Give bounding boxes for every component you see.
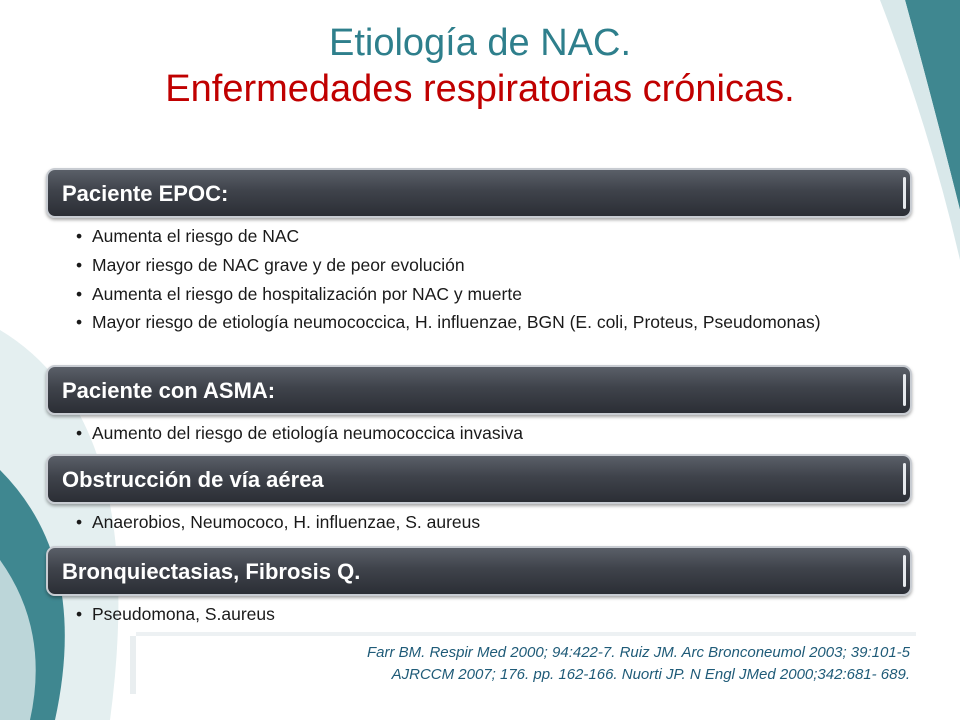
reference-line-2: AJRCCM 2007; 176. pp. 162-166. Nuorti JP. N Engl JMed 2000;342:681- 689. <box>391 666 910 683</box>
list-item: • Mayor riesgo de NAC grave y de peor evolución <box>76 255 912 276</box>
title-main: Etiología de NAC. <box>328 22 632 64</box>
section-header-asma: Paciente con ASMA: <box>46 365 912 415</box>
list-item: • Mayor riesgo de etiología neumococcica, H. influenzae, BGN (E. coli, Proteus, Pseudomonas) <box>76 313 912 332</box>
section-epoc <box>46 168 912 340</box>
list-item: • Aumenta el riesgo de NAC <box>76 226 912 247</box>
list-item: • Pseudomona, S.aureus <box>76 604 912 625</box>
references-box <box>136 636 916 694</box>
title-subtitle: Enfermedades respiratorias crónicas. <box>165 68 795 110</box>
bullet-list-obstruccion <box>46 512 912 533</box>
section-header-obstruccion: Obstrucción de vía aérea <box>46 454 912 504</box>
bullet-list-epoc <box>46 226 912 332</box>
section-bronquiectasias <box>46 546 912 633</box>
slide-title <box>0 20 960 112</box>
section-obstruccion <box>46 454 912 541</box>
list-item: • Aumento del riesgo de etiología neumococcica invasiva <box>76 423 912 444</box>
bullet-list-asma <box>46 423 912 444</box>
section-asma <box>46 365 912 452</box>
list-item: • Aumenta el riesgo de hospitalización por NAC y muerte <box>76 284 912 305</box>
reference-line-1: Farr BM. Respir Med 2000; 94:422-7. Ruiz JM. Arc Bronconeumol 2003; 39:101-5 <box>366 644 910 661</box>
bullet-list-bronquiectasias <box>46 604 912 625</box>
section-header-epoc: Paciente EPOC: <box>46 168 912 218</box>
section-header-bronquiectasias: Bronquiectasias, Fibrosis Q. <box>46 546 912 596</box>
list-item: • Anaerobios, Neumococo, H. influenzae, S. aureus <box>76 512 912 533</box>
